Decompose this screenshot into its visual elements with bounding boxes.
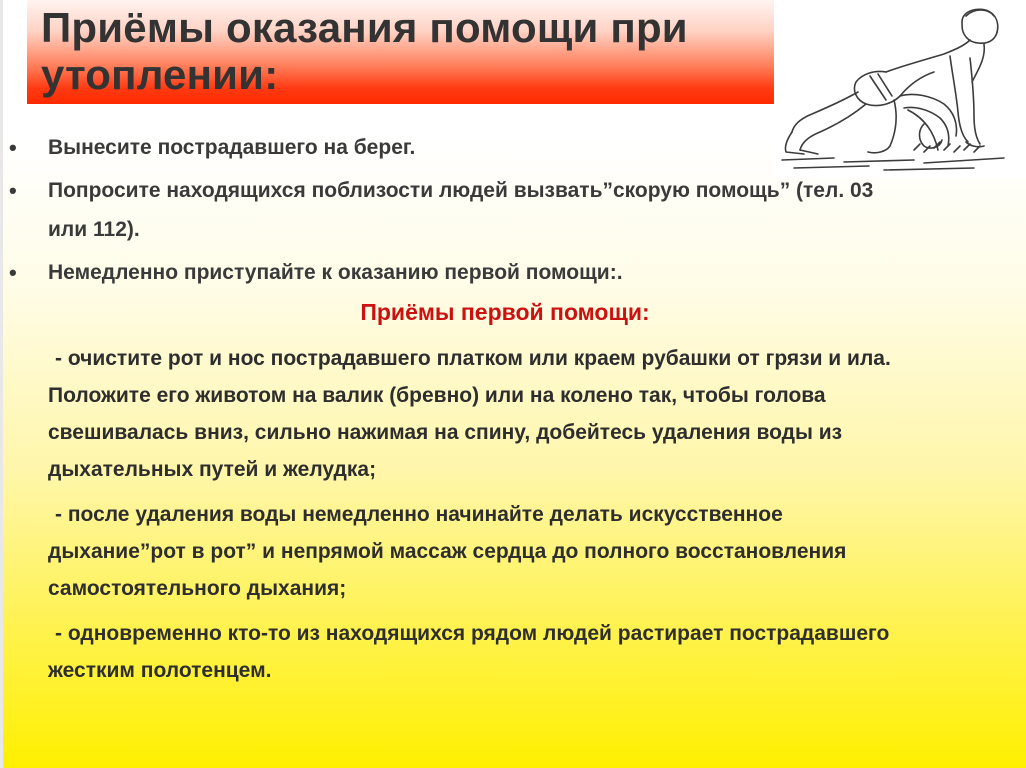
- bullet-marker: •: [9, 178, 17, 203]
- bullet-item: [0, 253, 900, 292]
- bullet-marker: •: [9, 135, 17, 160]
- bullet-item: [0, 171, 900, 249]
- first-aid-step: - одновременно кто-то из находящихся рядом людей растирает пострадавшего жестким полотенцем.: [48, 622, 890, 682]
- bullet-text: Вынесите пострадавшего на берег.: [48, 136, 416, 159]
- first-aid-step: - очистите рот и нос пострадавшего платком или краем рубашки от грязи и ила. Положите его животом на валик (бревно) или на колено так, чтобы голова свешивалась вниз, сильно нажимая на спину, добейтесь удаления воды из дыхательных путей и желудка;: [48, 347, 891, 481]
- bullet-item: [0, 128, 900, 167]
- bullet-text: Немедленно приступайте к оказанию первой помощи:.: [48, 261, 623, 284]
- first-aid-steps: [48, 340, 923, 697]
- bullet-text: Попросите находящихся поблизости людей вызвать”скорую помощь” (тел. 03 или 112).: [48, 179, 874, 241]
- first-aid-step: - после удаления воды немедленно начинайте делать искусственное дыхание”рот в рот” и непрямой массаж сердца до полного восстановления самостоятельного дыхания;: [48, 503, 847, 600]
- left-frame-line: [0, 0, 3, 768]
- intro-bullet-list: [0, 128, 900, 296]
- first-aid-subheading: Приёмы первой помощи:: [360, 299, 650, 325]
- bullet-marker: •: [9, 260, 17, 285]
- slide-title: Приёмы оказания помощи при утоплении:: [41, 4, 688, 98]
